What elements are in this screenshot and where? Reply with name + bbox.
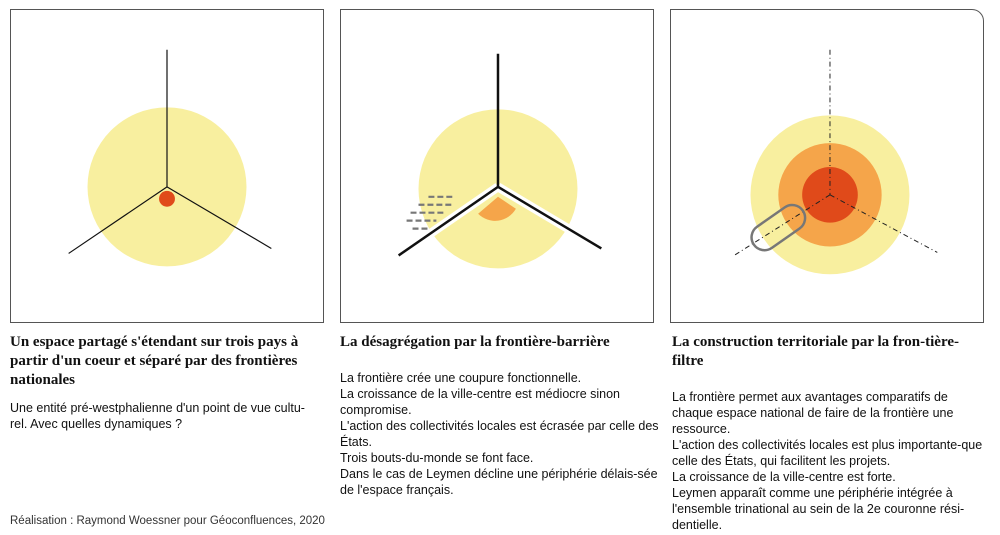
diagram-panel-1 [10, 9, 324, 323]
caption-title: La désagrégation par la frontière-barrière [340, 334, 610, 350]
credit-line: Réalisation : Raymond Woessner pour Géoconfluences, 2020 [10, 515, 325, 527]
diagram-panel-2 [340, 9, 654, 323]
diagram-filter-border [671, 10, 983, 322]
caption-3 [672, 333, 984, 533]
caption-title: Un espace partagé s'étendant sur trois pays à partir d'un coeur et séparé par des frontières nationales [10, 334, 299, 388]
caption-title: La construction territoriale par la fron-tière-filtre [672, 334, 960, 369]
diagram-panel-3 [670, 9, 984, 323]
diagram-shared-space [11, 10, 323, 322]
caption-text: La frontière permet aux avantages comparatifs de chaque espace national de faire de la frontière une ressource. L'action des collectivités locales est plus importante-que celle des États, qui facilitent les projets. La croissance de la ville-centre est forte. Leymen apparaît comme une périphérie intégrée à l'ensemble trinational au sein de la 2e couronne rési-dentielle. [672, 390, 983, 532]
caption-text: Une entité pré-westphalienne d'un point de vue cultu- rel. Avec quelles dynamiques ? [10, 401, 305, 431]
core-dot [159, 191, 175, 207]
caption-1 [10, 333, 330, 432]
diagram-barrier-border [341, 10, 653, 322]
caption-text: La frontière crée une coupure fonctionnelle. La croissance de la ville-centre est médiocre sinon compromise. L'action des collectivités locales est écrasée par celle des États. Trois bouts-du-monde se font face. Dans le cas de Leymen décline une périphérie délais-sée de l'espace français. [340, 371, 659, 497]
caption-2 [340, 333, 660, 498]
